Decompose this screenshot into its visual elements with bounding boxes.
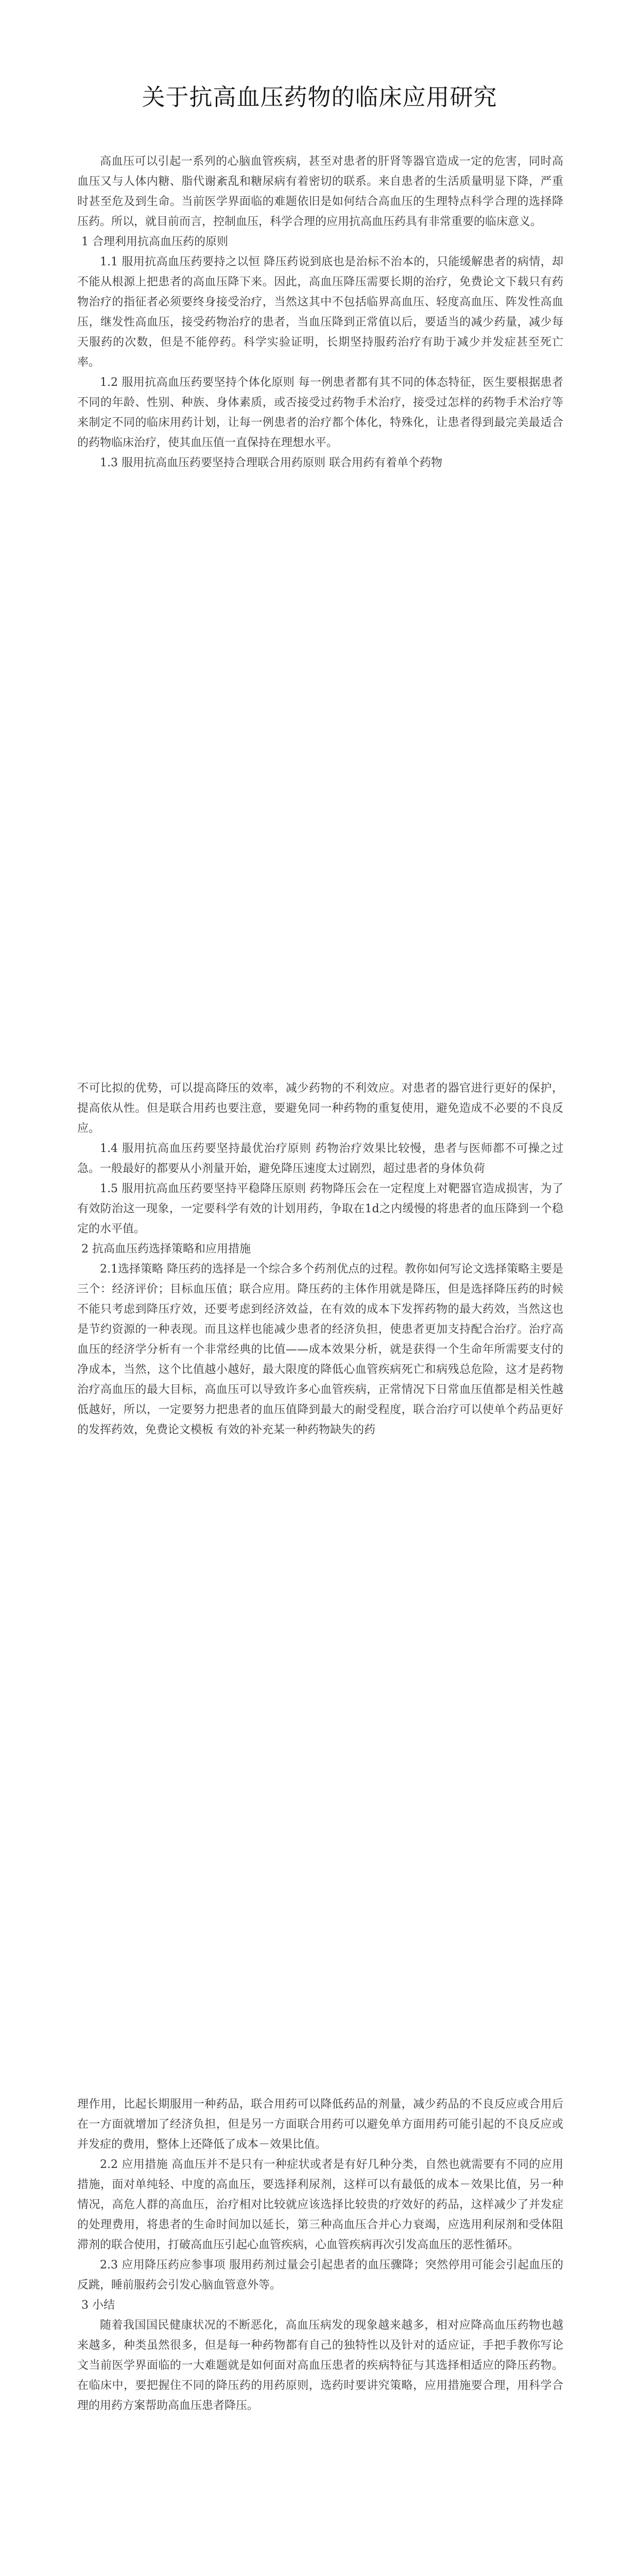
section-heading: 1 合理利用抗高血压药的原则 xyxy=(81,235,228,248)
paragraph: 1.2 服用抗高血压药要坚持个体化原则 每一例患者都有其不同的体态特征，医生要根据患者不同的年龄、性别、种族、身体素质，或否接受过药物手术治疗，接受过怎样的药物手术治疗等来制定不同的临床用药计划，让每一例患者的治疗都个体化，特殊化，让患者得到最完美最适合的药物临床治疗，使其血压值一直保持在理想水平。 xyxy=(77,376,563,449)
paragraph: 2.2 应用措施 高血压并不是只有一种症状或者是有好几种分类，自然也就需要有不同的应用措施，面对单纯轻、中度的高血压，要选择利尿剂，这样可以有最低的成本－效果比值，另一种情况，高危人群的高血压，治疗相对比较就应该选择比较贵的疗效好的药品，这样减少了并发症的处理费用，将患者的生命时间加以延长，第三种高血压合并心力衰竭，应选用利尿剂和受体阻滞剂的联合使用，打破高血压引起心血管疾病，心血管疾病再次引发高血压的恶性循环。 xyxy=(77,2158,563,2251)
paragraph: 1.4 服用抗高血压药要坚持最优治疗原则 药物治疗效果比较慢，患者与医师都不可操之过急。一般最好的都要从小剂量开始，避免降压速度太过剧烈，超过患者的身体负荷 xyxy=(77,1142,563,1175)
section-heading: 3 小结 xyxy=(81,2299,115,2312)
document-title: 关于抗高血压药物的临床应用研究 xyxy=(142,83,497,111)
paragraph: 1.3 服用抗高血压药要坚持合理联合用药原则 联合用药有着单个药物 xyxy=(100,456,442,469)
text-block-page-3 xyxy=(77,2094,563,2416)
paragraph: 1.5 服用抗高血压药要坚持平稳降压原则 药物降压会在一定程度上对靶器官造成损害，为了有效防治这一现象，一定要科学有效的计划用药，争取在1d之内缓慢的将患者的血压降到一个稳定的水平值。 xyxy=(77,1182,563,1235)
text-block-page-1 xyxy=(77,151,563,473)
paragraph: 2.3 应用降压药应参事项 服用药剂过量会引起患者的血压骤降；突然停用可能会引起血压的反跳，睡前服药会引发心脑血管意外等。 xyxy=(77,2259,563,2292)
section-heading: 2 抗高血压药选择策略和应用措施 xyxy=(81,1243,251,1256)
paragraph: 2.1选择策略 降压药的选择是一个综合多个药剂优点的过程。教你如何写论文选择策略主要是三个：经济评价；目标血压值；联合应用。降压药的主体作用就是降压，但是选择降压药的时候不能只考虑到降压疗效，还要考虑到经济效益，在有效的成本下发挥药物的最大药效，当然这也是节约资源的一种表现。而且这样也能减少患者的经济负担，使患者更加支持配合治疗。治疗高血压的经济学分析有一个非常经典的比值——成本效果分析，就是获得一个生命年所需要支付的净成本，当然，这个比值越小越好，最大限度的降低心血管疾病死亡和病残总危险，这才是药物治疗高血压的最大目标，高血压可以导致许多心血管疾病，正常情况下日常血压值都是相关性越低越好，所以，一定要努力把患者的血压值降到最大的耐受程度，联合治疗可以使单个药品更好的发挥药效，免费论文模板 有效的补充某一种药物缺失的药 xyxy=(77,1263,563,1436)
text-block-page-2 xyxy=(77,1078,563,1440)
paragraph: 理作用，比起长期服用一种药品，联合用药可以降低药品的剂量，减少药品的不良反应或合用后在一方面就增加了经济负担，但是另一方面联合用药可以避免单方面用药可能引起的不良反应或并发症的费用，整体上还降低了成本－效果比值。 xyxy=(77,2098,563,2151)
paragraph: 随着我国国民健康状况的不断恶化，高血压病发的现象越来越多，相对应降高血压药物也越来越多，种类虽然很多，但是每一种药物都有自己的独特性以及针对的适应证，手把手教你写论文当前医学界面临的一大难题就是如何面对高血压患者的疾病特征与其选择相适应的降压药物。在临床中，要把握住不同的降压药的用药原则，选药时要讲究策略，应用措施要合理，用科学合理的用药方案帮助高血压患者降压。 xyxy=(77,2319,563,2412)
paragraph: 1.1 服用抗高血压药要持之以恒 降压药说到底也是治标不治本的，只能缓解患者的病情，却不能从根源上把患者的高血压降下来。因此，高血压降压需要长期的治疗，免费论文下载只有药物治疗的指征者必须要终身接受治疗，当然这其中不包括临界高血压、轻度高血压、阵发性高血压，继发性高血压，接受药物治疗的患者，当血压降到正常值以后，要适当的减少药量，减少每天服药的次数，但是不能停药。科学实验证明，长期坚持服药治疗有助于减少并发症甚至死亡率。 xyxy=(77,256,563,369)
paragraph: 高血压可以引起一系列的心脑血管疾病，甚至对患者的肝肾等器官造成一定的危害，同时高血压又与人体内糖、脂代谢紊乱和糖尿病有着密切的联系。来自患者的生活质量明显下降，严重时甚至危及到生命。当前医学界面临的难题依旧是如何结合高血压的生理特点科学合理的选择降压药。所以，就目前而言，控制血压，科学合理的应用抗高血压药具有非常重要的临床意义。 xyxy=(77,155,563,228)
paragraph: 不可比拟的优势，可以提高降压的效率，减少药物的不利效应。对患者的器官进行更好的保护，提高依从性。但是联合用药也要注意，要避免同一种药物的重复使用，避免造成不必要的不良反应。 xyxy=(77,1082,563,1135)
